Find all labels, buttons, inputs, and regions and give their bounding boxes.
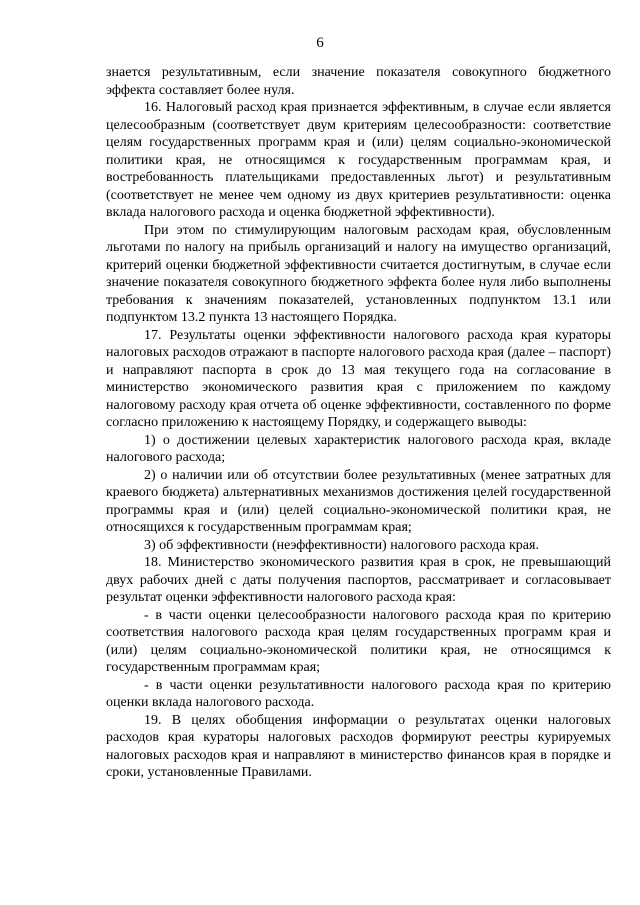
paragraph-18-bullet-1: - в части оценки целесообразности налогового расхода края по критерию соответствия налогового расхода края целям государственных программ края и (или) целям социально-экономической политики края, не относящимся к государственным программам края; (106, 607, 611, 675)
paragraph-continuation: знается результативным, если значение показателя совокупного бюджетного эффекта составляет более нуля. (106, 65, 611, 98)
paragraph-17-item-3: 3) об эффективности (неэффективности) налогового расхода края. (144, 537, 539, 553)
paragraph-stimulating-expenses: При этом по стимулирующим налоговым расходам края, обусловленным льготами по налогу на прибыль организаций и налогу на имущество организаций, критерий оценки бюджетной эффективности считается достигнутым, в случае если значение показателя совокупного бюджетного эффекта более нуля либо выполнены требования к значениям показателей, установленных подпунктом 13.1 или подпунктом 13.2 пункта 13 настоящего Порядка. (106, 222, 611, 325)
page-number: 6 (316, 35, 324, 51)
paragraph-18: 18. Министерство экономического развития края в срок, не превышающий двух рабочих дней с даты получения паспортов, рассматривает и согласовывает результат оценки эффективности налогового расхода края: (106, 555, 611, 605)
document-body (106, 64, 611, 782)
paragraph-19: 19. В целях обобщения информации о результатах оценки налоговых расходов края кураторы налоговых расходов формируют реестры курируемых налоговых расходов края и направляют в министерство финансов края в порядке и сроки, установленные Правилами. (106, 712, 611, 780)
paragraph-16: 16. Налоговый расход края признается эффективным, в случае если является целесообразным (соответствует двум критериям целесообразности: соответствие целям государственных программ края и (или) целям социально-экономической политики края, не относящимся к государственным программам края, и востребованность плательщиками предоставленных льгот) и результативным (соответствует не менее чем одному из двух критериев результативности: оценка вклада налогового расхода и оценка бюджетной эффективности). (106, 100, 611, 220)
paragraph-17: 17. Результаты оценки эффективности налогового расхода края кураторы налоговых расходов отражают в паспорте налогового расхода края (далее – паспорт) и направляют паспорта в срок до 13 мая текущего года на согласование в министерство экономического развития края с приложением по каждому налоговому расходу края отчета об оценке эффективности, составленного по форме согласно приложению к настоящему Порядку, и содержащего выводы: (106, 327, 611, 430)
paragraph-17-item-1: 1) о достижении целевых характеристик налогового расхода края, вкладе налогового расхода; (106, 432, 611, 465)
paragraph-18-bullet-2: - в части оценки результативности налогового расхода края по критерию оценки вклада налогового расхода. (106, 677, 611, 710)
paragraph-17-item-2: 2) о наличии или об отсутствии более результативных (менее затратных для краевого бюджета) альтернативных механизмов достижения целей государственной программы края и (или) целей социально-экономической политики края, не относящихся к государственным программам края; (106, 467, 611, 535)
